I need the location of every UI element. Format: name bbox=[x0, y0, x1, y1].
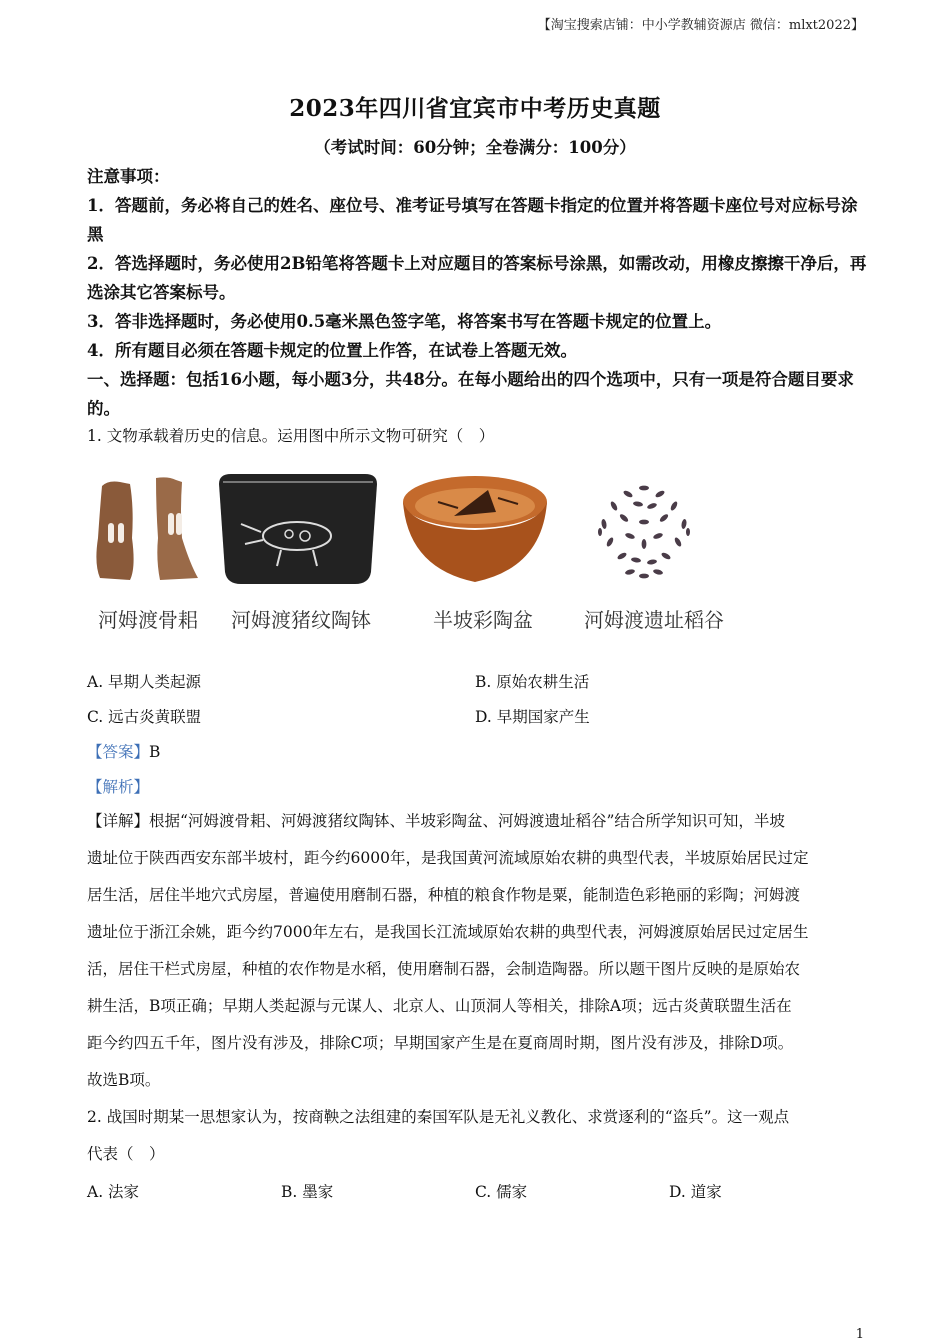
caption-painted-basin: 半坡彩陶盆 bbox=[433, 608, 533, 632]
q2-option-d: D. 道家 bbox=[669, 1183, 722, 1201]
q2-option-c: C. 儒家 bbox=[475, 1183, 528, 1201]
answer-value: B bbox=[149, 743, 161, 761]
notice-item-1: 1．答题前，务必将自己的姓名、座位号、准考证号填写在答题卡指定的位置并将答题卡座位号对应标号涂黑 bbox=[87, 196, 858, 244]
q1-detail-line-7: 距今约四五千年，图片没有涉及，排除C项；早期国家产生是在夏商周时期，图片没有涉及，排除D项。 bbox=[87, 1034, 794, 1052]
section-heading: 一、选择题：包括16小题，每小题3分，共48分。在每小题给出的四个选项中，只有一项是符合题目要求的。 bbox=[87, 370, 854, 418]
detail-text: 根据“河姆渡骨耜、河姆渡猪纹陶钵、半坡彩陶盆、河姆渡遗址稻谷”结合所学知识可知，半坡 bbox=[149, 812, 785, 830]
q1-detail-line-6: 耕生活，B项正确；早期人类起源与元谋人、北京人、山顶洞人等相关，排除A项；远古炎黄联盟生活在 bbox=[87, 997, 792, 1015]
q1-option-b: B. 原始农耕生活 bbox=[475, 673, 590, 691]
header-note: 【淘宝搜索店铺：中小学教辅资源店 微信：mlxt2022】 bbox=[537, 18, 864, 33]
answer-label: 【答案】 bbox=[87, 743, 150, 761]
q2-stem-line-2: 代表（ ） bbox=[87, 1145, 165, 1163]
q1-answer bbox=[87, 740, 160, 762]
q1-option-c: C. 远古炎黄联盟 bbox=[87, 708, 202, 726]
q1-option-a: A. 早期人类起源 bbox=[87, 673, 202, 691]
exam-subtitle: （考试时间：60分钟；全卷满分：100分） bbox=[314, 138, 636, 157]
q1-detail-line-3: 居生活，居住半地穴式房屋，普遍使用磨制石器，种植的粮食作物是粟，能制造色彩艳丽的彩陶；河姆渡 bbox=[87, 886, 801, 904]
q1-option-d: D. 早期国家产生 bbox=[475, 708, 590, 726]
q2-stem-line-1: 2. 战国时期某一思想家认为，按商鞅之法组建的秦国军队是无礼义教化、求赏逐利的“盗兵”。这一观点 bbox=[87, 1108, 790, 1126]
detail-label: 【详解】 bbox=[87, 812, 150, 830]
q1-detail-line-8: 故选B项。 bbox=[87, 1071, 161, 1089]
page-title: 2023年四川省宜宾市中考历史真题 bbox=[289, 95, 661, 122]
painted-basin-image bbox=[398, 468, 553, 588]
q1-stem: 1. 文物承载着历史的信息。运用图中所示文物可研究（ ） bbox=[87, 427, 495, 445]
caption-pig-pottery: 河姆渡猪纹陶钵 bbox=[231, 608, 371, 632]
notice-heading: 注意事项： bbox=[87, 167, 170, 186]
caption-bone-spade: 河姆渡骨耜 bbox=[98, 608, 198, 632]
q1-detail-line-4: 遗址位于浙江余姚，距今约7000年左右，是我国长江流域原始农耕的典型代表，河姆渡原始居民过定居生 bbox=[87, 923, 809, 941]
q1-detail-line-5: 活，居住干栏式房屋，种植的农作物是水稻，使用磨制石器，会制造陶器。所以题干图片反映的是原始农 bbox=[87, 960, 801, 978]
notice-item-3: 3．答非选择题时，务必使用0.5毫米黑色签字笔，将答案书写在答题卡规定的位置上。 bbox=[87, 312, 722, 331]
caption-rice-grains: 河姆渡遗址稻谷 bbox=[584, 608, 724, 632]
bone-spade-image bbox=[90, 468, 210, 588]
rice-grains-image bbox=[580, 468, 708, 592]
pig-pottery-image bbox=[215, 468, 380, 588]
artifact-figure bbox=[90, 468, 740, 648]
q1-detail-line-1 bbox=[87, 803, 872, 840]
page-number: 1 bbox=[855, 1327, 864, 1342]
notice-item-2: 2．答选择题时，务必使用2B铅笔将答题卡上对应题目的答案标号涂黑，如需改动，用橡皮擦擦干净后，再选涂其它答案标号。 bbox=[87, 254, 867, 302]
q1-detail-line-2: 遗址位于陕西西安东部半坡村，距今约6000年，是我国黄河流域原始农耕的典型代表，半坡原始居民过定 bbox=[87, 849, 809, 867]
q2-option-b: B. 墨家 bbox=[281, 1183, 334, 1201]
q2-option-a: A. 法家 bbox=[87, 1183, 140, 1201]
notice-item-4: 4．所有题目必须在答题卡规定的位置上作答，在试卷上答题无效。 bbox=[87, 341, 577, 360]
analysis-label: 【解析】 bbox=[87, 778, 150, 796]
